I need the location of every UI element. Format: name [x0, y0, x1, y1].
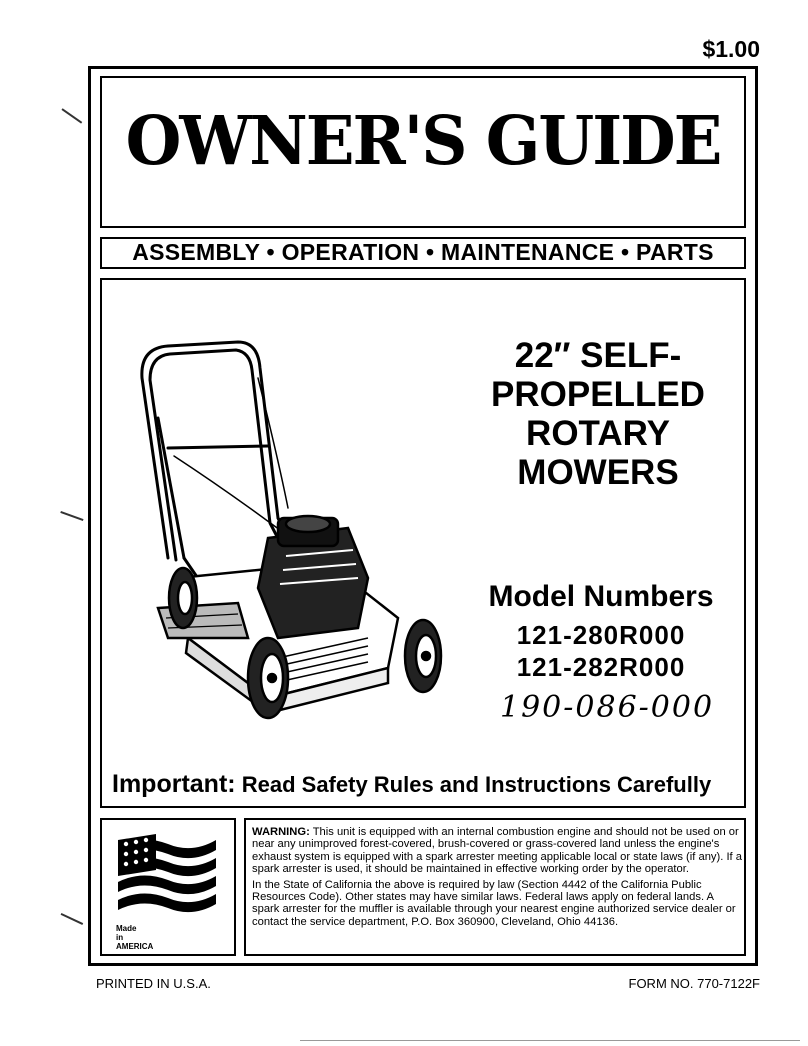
made-text: Made	[116, 924, 137, 933]
page-title: OWNER'S GUIDE	[125, 102, 721, 181]
form-number: FORM NO. 770-7122F	[628, 976, 760, 991]
important-notice	[112, 770, 742, 799]
product-title	[460, 336, 736, 492]
model-number-1: 121-280R000	[516, 620, 686, 650]
in-text: in	[116, 933, 124, 942]
handwritten-model-number: 190-086-000	[500, 690, 715, 725]
warning-text	[252, 826, 742, 931]
product-line-1: 22″ SELF-	[514, 336, 682, 375]
product-line-4: MOWERS	[517, 453, 679, 492]
subtitle: ASSEMBLY • OPERATION • MAINTENANCE • PARTS	[132, 239, 714, 265]
america-text: AMERICA	[116, 942, 154, 951]
model-numbers-label: Model Numbers	[488, 580, 714, 613]
scan-mark	[62, 108, 83, 123]
scan-mark	[60, 511, 83, 521]
warning-paragraph-2: In the State of California the above is required by law (Section 4442 of the California Public Resources Code). Other states may have similar laws. Federal laws apply on federal lands. A spark arrester for the muffler is available through your nearest engine authorized service dealer or contact the service department, P.O. Box 360900, Cleveland, Ohio 44136.	[252, 878, 736, 928]
scan-edge-line	[300, 1040, 800, 1041]
price-label: $1.00	[702, 36, 760, 62]
printed-in-label: PRINTED IN U.S.A.	[96, 976, 211, 991]
made-in-america-label	[116, 924, 153, 951]
warning-label: WARNING:	[252, 826, 310, 838]
product-line-3: ROTARY	[526, 414, 670, 453]
product-line-2: PROPELLED	[491, 375, 705, 414]
scan-mark	[61, 913, 83, 925]
model-number-2: 121-282R000	[516, 652, 686, 682]
warning-paragraph-1	[252, 826, 742, 876]
warning-paragraph-1-text: This unit is equipped with an internal combustion engine and should not be used on or near any unimproved forest-covered, brush-covered or grass-covered land unless the engine's exhaust system is equipped with a spark arrester meeting applicable local or state laws (if any). If a spark arrester is used, it should be maintained in effective working order by the operator.	[252, 826, 742, 876]
important-text: Read Safety Rules and Instructions Carefully	[241, 772, 712, 797]
american-flag-icon	[112, 830, 222, 922]
important-label: Important:	[112, 770, 236, 798]
lawn-mower-illustration	[128, 338, 458, 738]
